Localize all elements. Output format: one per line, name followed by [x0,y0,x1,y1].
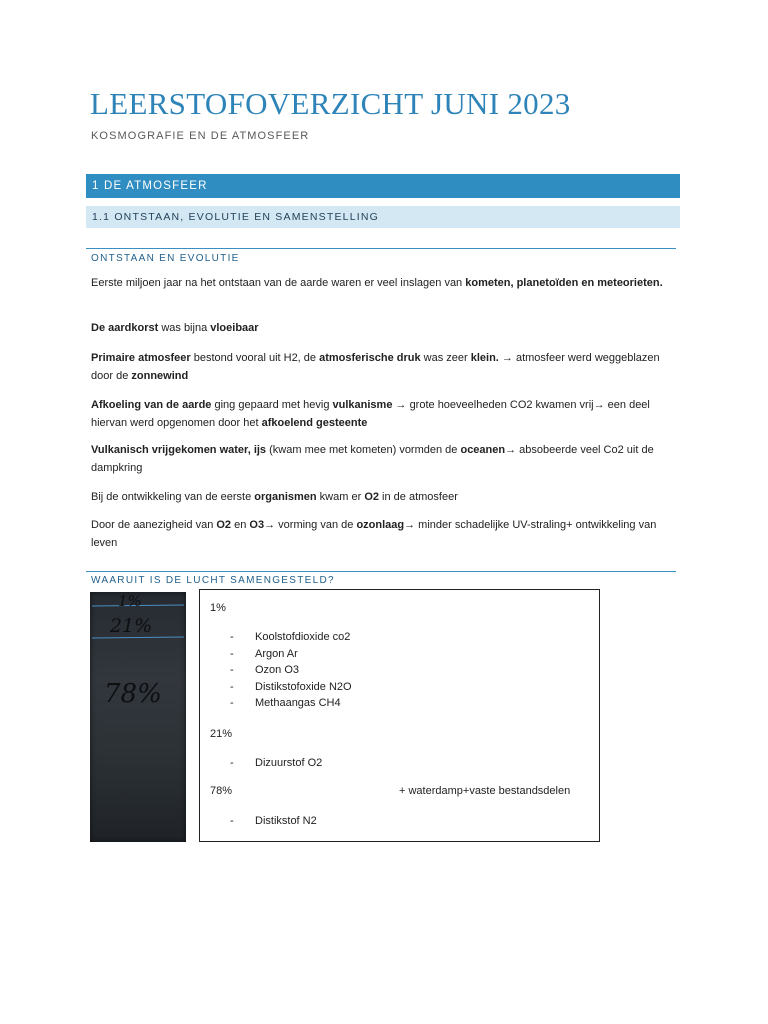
document-subtitle: KOSMOGRAFIE EN DE ATMOSFEER [91,130,310,142]
paragraph-ozone: Door de aanezigheid van O2 en O3→ vorming van de ozonlaag→ minder schadelijke UV-straling+ ontwikkeling van leven [91,519,657,549]
percent-label: 1% [210,602,226,614]
list-item: Dizuurstof O2 [255,757,323,769]
paragraph-crust: De aardkorst was bijna vloeibaar [91,322,259,334]
bullet: - [230,648,234,660]
bullet: - [230,681,234,693]
heading-rule [86,248,676,249]
paragraph-oceans: Vulkanisch vrijgekomen water, ijs (kwam mee met kometen) vormden de oceanen→ absobeerde veel Co2 uit de dampkring [91,444,654,474]
list-item: Distikstof N2 [255,815,317,827]
photo-label-78-percent: 78% [104,679,162,709]
heading-rule [86,571,676,572]
handwritten-column-photo [90,592,186,842]
list-item: Methaangas CH4 [255,697,341,709]
percent-label: 78% [210,785,233,797]
evolution-heading: ONTSTAAN EN EVOLUTIE [91,253,240,264]
photo-label-21-percent: 21% [110,615,153,637]
paragraph-organisms: Bij de ontwikkeling van de eerste organismen kwam er O2 in de atmosfeer [91,491,458,503]
list-item: Ozon O3 [255,664,300,676]
bullet: - [230,815,234,827]
composition-box [199,589,600,842]
list-item: Koolstofdioxide co2 [255,631,351,643]
list-item: Distikstofoxide N2O [255,681,352,693]
composition-heading: WAARUIT IS DE LUCHT SAMENGESTELD? [91,575,335,586]
document-title: LEERSTOFOVERZICHT JUNI 2023 [90,86,571,121]
bullet: - [230,697,234,709]
subsection-heading: 1.1 ONTSTAAN, EVOLUTIE EN SAMENSTELLING [86,206,680,228]
bullet: - [230,631,234,643]
photo-label-1-percent: 1% [118,592,142,610]
bullet: - [230,664,234,676]
section-heading: 1 DE ATMOSFEER [86,174,680,198]
list-item: Argon Ar [255,648,298,660]
paragraph-primary-atmosphere: Primaire atmosfeer bestond vooral uit H2, de atmosferische druk was zeer klein. → atmosfeer werd weggeblazen door de zonnewind [91,352,660,382]
composition-note: + waterdamp+vaste bestandsdelen [399,785,571,797]
bullet: - [230,757,234,769]
paragraph-cooling: Afkoeling van de aarde ging gepaard met hevig vulkanisme → grote hoeveelheden CO2 kwamen vrij→ een deel hiervan werd opgenomen door het afkoelend gesteente [91,399,650,429]
percent-label: 21% [210,728,233,740]
paragraph-impacts: Eerste miljoen jaar na het ontstaan van de aarde waren er veel inslagen van kometen, planetoïden en meteorieten. [91,277,663,289]
